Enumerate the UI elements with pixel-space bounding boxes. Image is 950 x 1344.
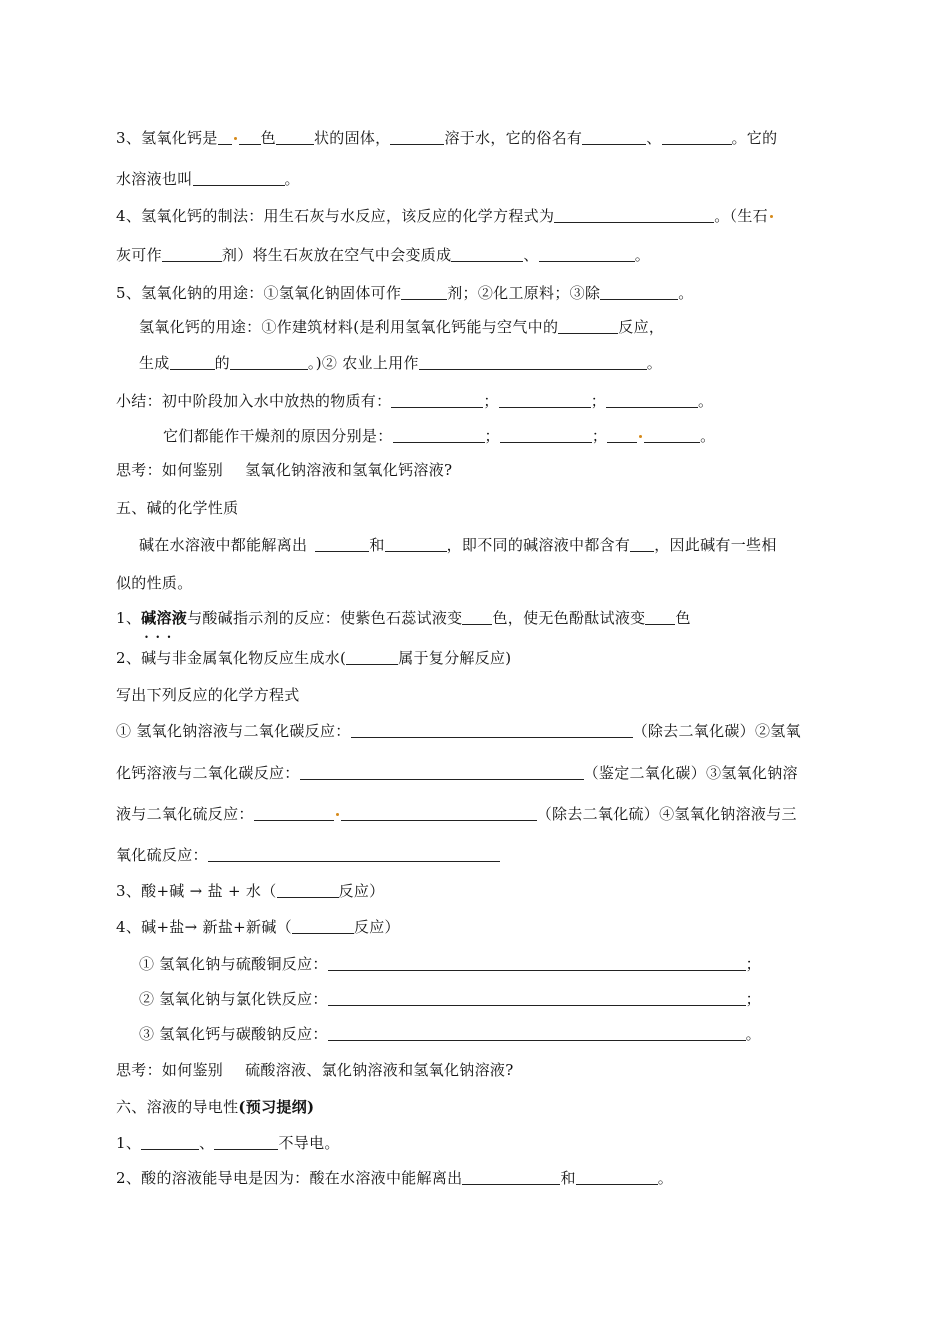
q5-line-2: 氢氧化钙的用途：①作建筑材料(是利用氢氧化钙能与空气中的 反应， xyxy=(139,318,665,336)
blank[interactable] xyxy=(315,537,369,552)
blank[interactable] xyxy=(499,393,591,408)
blank[interactable] xyxy=(239,130,261,145)
blank[interactable] xyxy=(162,247,222,262)
blank[interactable] xyxy=(391,393,483,408)
blank[interactable] xyxy=(170,355,215,370)
q5-line-3: 生成 的 。)② 农业上用作 。 xyxy=(139,354,663,372)
mark-dot xyxy=(336,813,339,816)
blank[interactable] xyxy=(451,247,523,262)
mark-dot xyxy=(234,137,237,140)
blank[interactable] xyxy=(554,208,714,223)
blank[interactable] xyxy=(300,765,584,780)
blank[interactable] xyxy=(292,919,354,934)
q4-line-2: 灰可作 剂）将生石灰放在空气中会变质成 、 。 xyxy=(116,246,651,264)
blank[interactable] xyxy=(276,130,314,145)
property-2: 2、碱与非金属氧化物反应生成水( 属于复分解反应) xyxy=(116,649,512,667)
summary-line-1: 小结：初中阶段加入水中放热的物质有： ； ； 。 xyxy=(116,392,714,410)
think-1: 思考：如何鉴别 氢氧化钠溶液和氢氧化钙溶液? xyxy=(116,461,453,479)
blank[interactable] xyxy=(462,610,492,625)
q5-line-1: 5、氢氧化钠的用途：①氢氧化钠固体可作 剂；②化工原料；③除 。 xyxy=(116,284,694,302)
blank[interactable] xyxy=(630,537,654,552)
blank[interactable] xyxy=(214,1135,278,1150)
blank[interactable] xyxy=(558,319,618,334)
equation-line-3: 液与二氧化硫反应： （除去二氧化硫）④氢氧化钠溶液与三 xyxy=(116,805,797,823)
blank[interactable] xyxy=(385,537,447,552)
property-2-instruction: 写出下列反应的化学方程式 xyxy=(116,686,300,704)
blank[interactable] xyxy=(208,847,500,862)
property-4: 4、碱+盐→ 新盐+新碱（ 反应） xyxy=(116,918,400,936)
blank[interactable] xyxy=(600,285,678,300)
blank[interactable] xyxy=(500,428,592,443)
blank[interactable] xyxy=(141,1135,199,1150)
blank[interactable] xyxy=(462,1170,560,1185)
blank[interactable] xyxy=(277,883,339,898)
q4-line-1: 4、氢氧化钙的制法：用生石灰与水反应，该反应的化学方程式为 。（生石 xyxy=(116,205,775,227)
blank[interactable] xyxy=(218,130,232,145)
blank[interactable] xyxy=(328,1026,746,1041)
property-3: 3、酸+碱 → 盐 + 水（ 反应） xyxy=(116,882,385,900)
blank[interactable] xyxy=(401,285,447,300)
blank[interactable] xyxy=(419,355,647,370)
section-6-title: 六、溶液的导电性(预习提纲) xyxy=(116,1098,315,1116)
blank[interactable] xyxy=(346,650,398,665)
blank[interactable] xyxy=(193,171,285,186)
blank[interactable] xyxy=(645,610,675,625)
blank[interactable] xyxy=(582,130,646,145)
blank[interactable] xyxy=(390,130,444,145)
blank[interactable] xyxy=(644,428,700,443)
section-5-para-1: 碱在水溶液中都能解离出 和 ，即不同的碱溶液中都含有 ，因此碱有一些相 xyxy=(139,536,777,554)
blank[interactable] xyxy=(328,956,746,971)
mark-dot xyxy=(770,215,773,218)
property-4-reaction-1: ① 氢氧化钠与硫酸铜反应： ； xyxy=(139,955,761,973)
q3-line-2: 水溶液也叫 。 xyxy=(116,170,300,188)
blank[interactable] xyxy=(393,428,485,443)
equation-line-1: ① 氢氧化钠溶液与二氧化碳反应： （除去二氧化碳）②氢氧 xyxy=(116,722,801,740)
mark-dot xyxy=(639,435,642,438)
blank[interactable] xyxy=(576,1170,658,1185)
section-5-para-2: 似的性质。 xyxy=(116,574,193,592)
section-5-title: 五、碱的化学性质 xyxy=(116,499,239,517)
equation-line-2: 化钙溶液与二氧化碳反应： （鉴定二氧化碳）③氢氧化钠溶 xyxy=(116,764,798,782)
blank[interactable] xyxy=(254,806,334,821)
section-6-line-1: 1、 、 不导电。 xyxy=(116,1134,340,1152)
blank[interactable] xyxy=(607,428,637,443)
blank[interactable] xyxy=(328,991,746,1006)
equation-line-4: 氧化硫反应： xyxy=(116,844,500,866)
blank[interactable] xyxy=(341,806,537,821)
blank[interactable] xyxy=(230,355,308,370)
blank[interactable] xyxy=(351,723,633,738)
property-4-reaction-2: ② 氢氧化钠与氯化铁反应： ； xyxy=(139,990,761,1008)
property-4-reaction-3: ③ 氢氧化钙与碳酸钠反应： 。 xyxy=(139,1025,761,1043)
blank[interactable] xyxy=(606,393,698,408)
q3-line-1: 3、氢氧化钙是 色 状的固体， 溶于水，它的俗名有 、 。它的 xyxy=(116,129,778,147)
think-2: 思考：如何鉴别 硫酸溶液、氯化钠溶液和氢氧化钠溶液? xyxy=(116,1061,514,1079)
property-1: 1、碱溶液 • • •与酸碱指示剂的反应：使紫色石蕊试液变 色，使无色酚酞试液变 色 xyxy=(116,607,691,629)
blank[interactable] xyxy=(539,247,635,262)
summary-line-2: 它们都能作干燥剂的原因分别是： ； ； 。 xyxy=(163,427,716,445)
section-6-line-2: 2、酸的溶液能导电是因为：酸在水溶液中能解离出 和 。 xyxy=(116,1169,674,1187)
blank[interactable] xyxy=(662,130,732,145)
